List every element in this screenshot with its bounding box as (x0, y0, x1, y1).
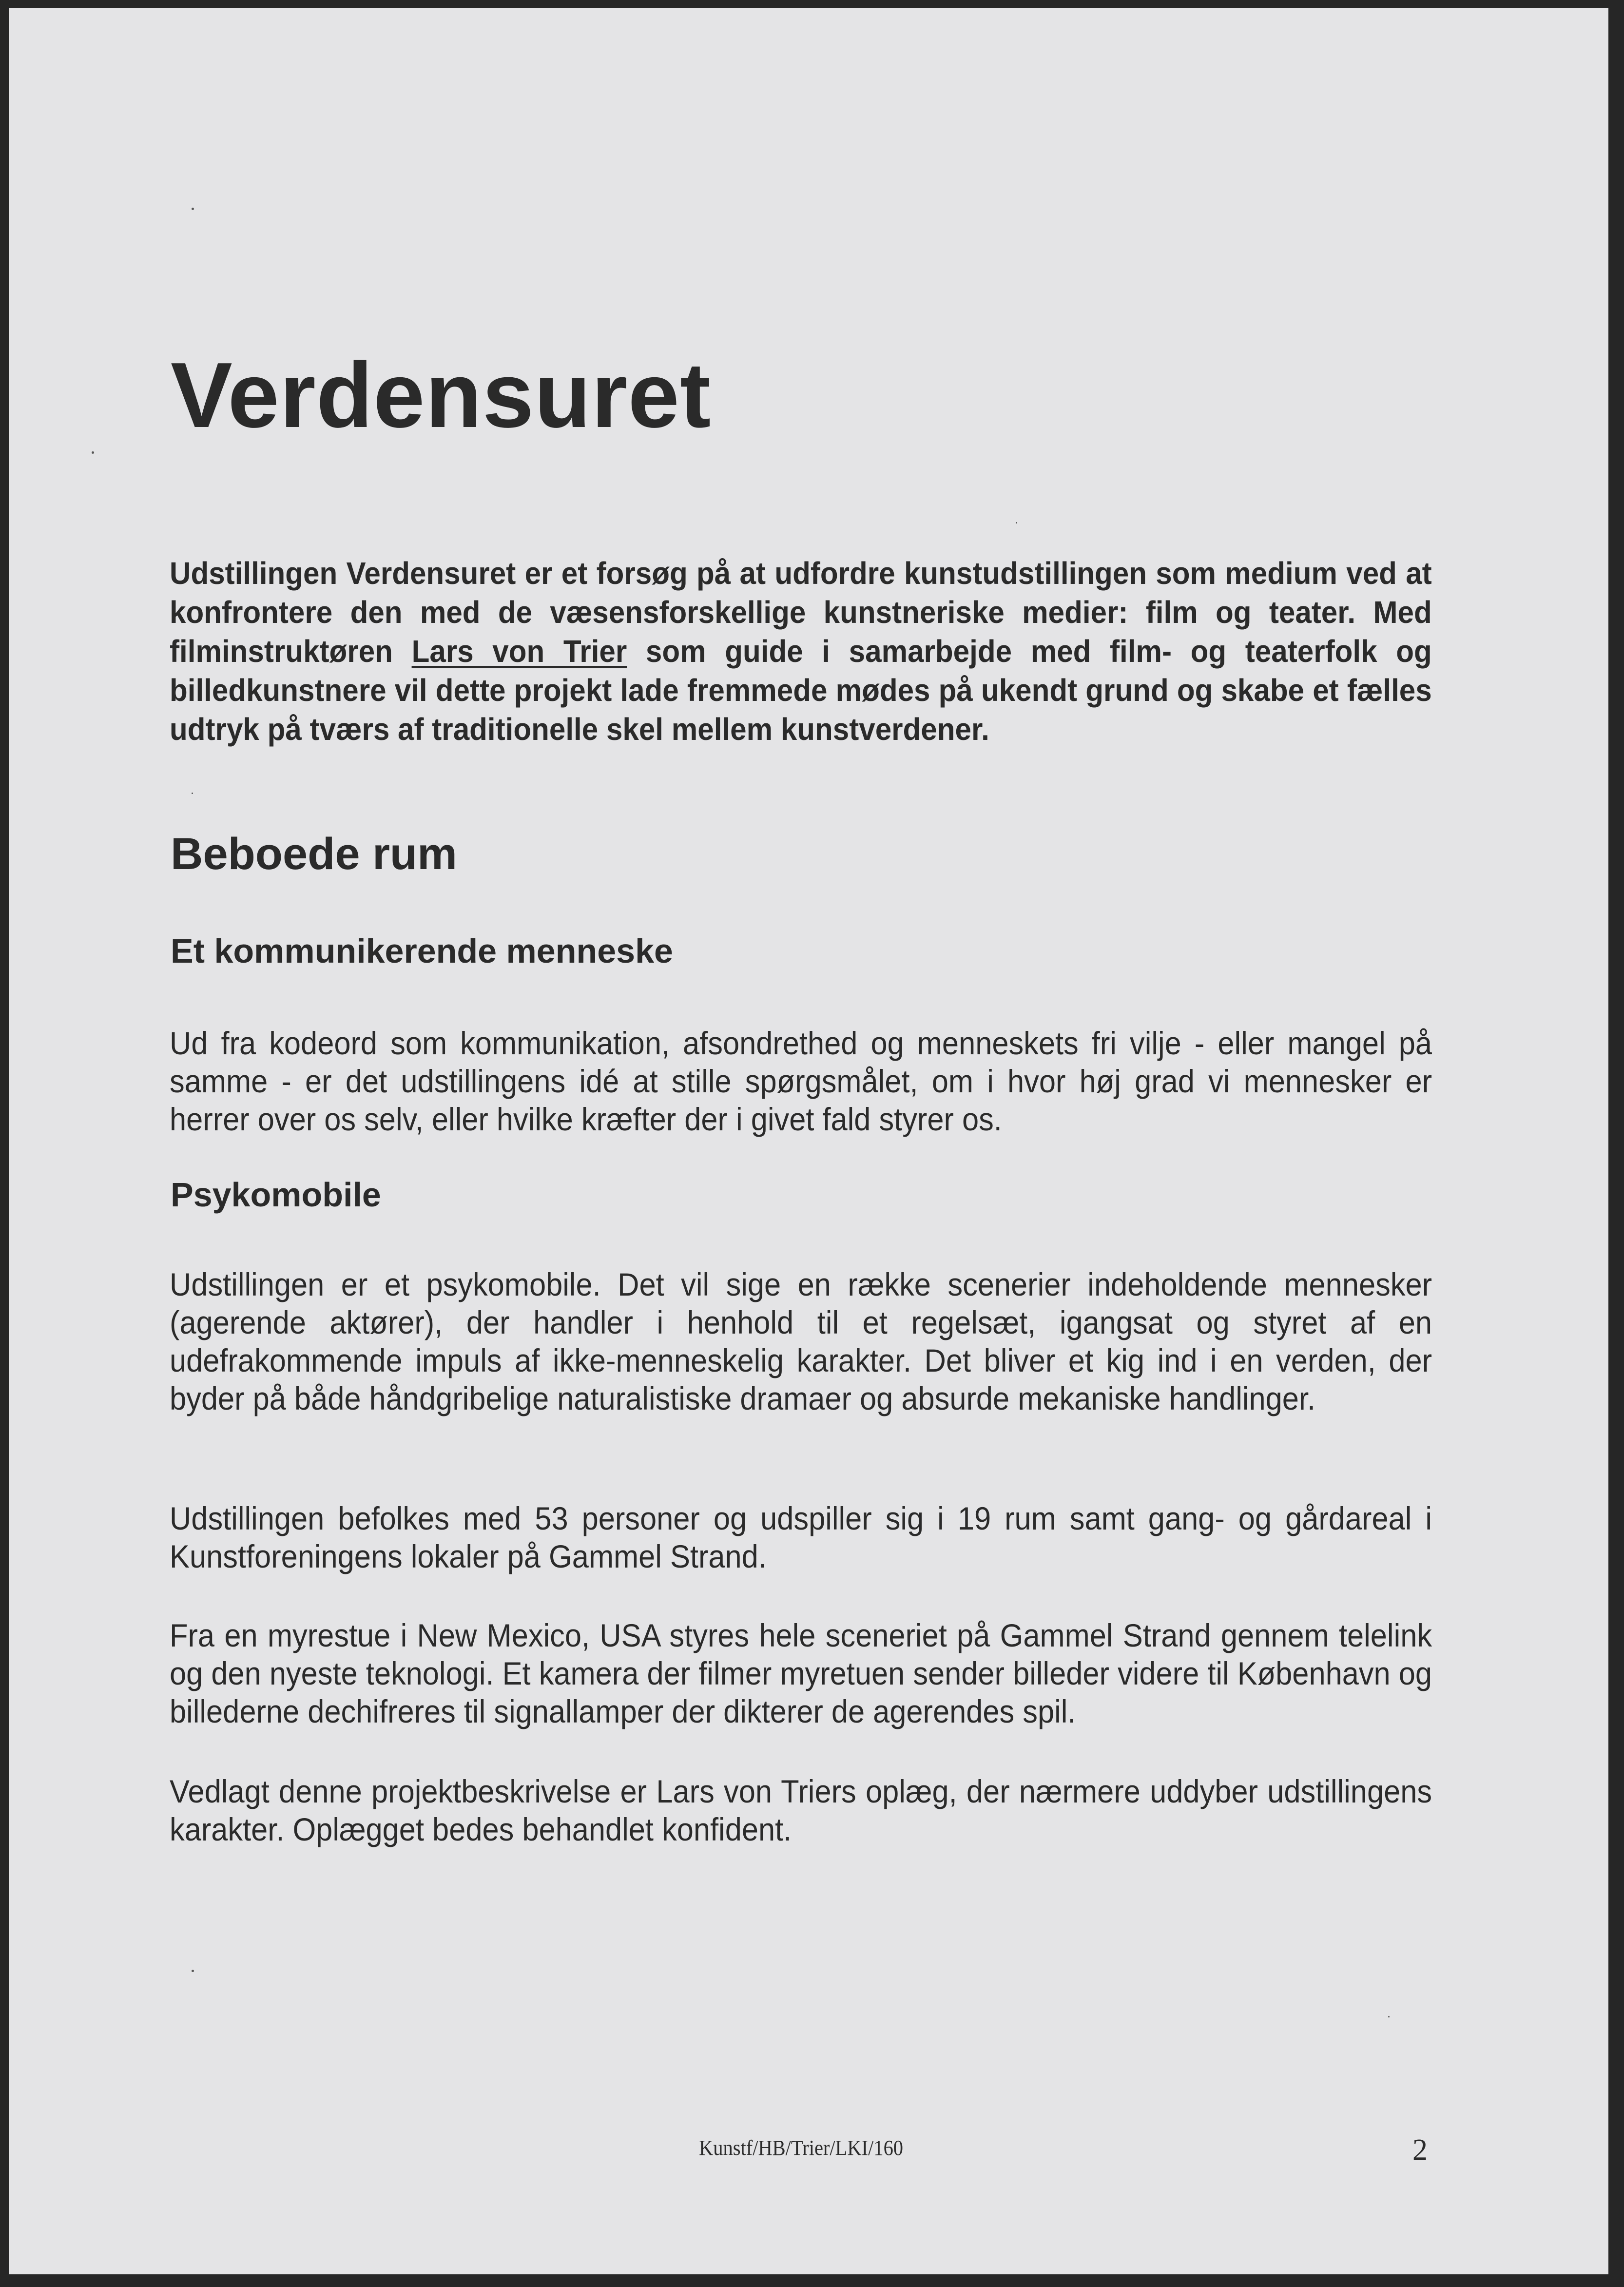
section-heading: Beboede rum (171, 829, 457, 879)
paragraph-psykomobile-3: Fra en myrestue i New Mexico, USA styres hele sceneriet på Gammel Strand gennem telelink og den nyeste teknologi. Et kamera der filmer myretuen sender billeder videre til København og billederne dechifreres til signallamper der dikterer de agerendes spil. (170, 1617, 1432, 1729)
intro-text-after-link: som guide i samarbejde med film- og teaterfolk og billedkunstnere vil dette projekt lade fremmede mødes på ukendt grund og skabe et fælles udtryk på tværs af traditionelle skel mellem kunstverdener. (170, 634, 1432, 747)
paper-speck (92, 451, 94, 454)
subsection-heading-psykomobile: Psykomobile (171, 1176, 381, 1214)
paragraph-psykomobile-2: Udstillingen befolkes med 53 personer og udspiller sig i 19 rum samt gang- og gårdareal i Kunstforeningens lokaler på Gammel Strand. (170, 1500, 1432, 1574)
paragraph-psykomobile-4: Vedlagt denne projektbeskrivelse er Lars von Triers oplæg, der nærmere uddyber udstillingens karakter. Oplægget bedes behandlet konfident. (170, 1773, 1432, 1847)
intro-text-before-link: Udstillingen Verdensuret er et forsøg på at udfordre kunstudstillingen som medium ved at konfrontere den med de væsensforskellige kunstneriske medier: film og teater. Med filminstruktøren (170, 556, 1432, 669)
subsection-heading-kommunikerende: Et kommunikerende menneske (171, 932, 673, 970)
document-page (9, 8, 1608, 2274)
paper-speck (192, 208, 194, 210)
intro-paragraph (170, 554, 1432, 749)
paper-speck (1388, 2016, 1390, 2017)
page-number: 2 (1412, 2133, 1428, 2167)
lars-von-trier-link[interactable]: Lars von Trier (411, 634, 627, 669)
paper-speck (1016, 522, 1017, 523)
paper-speck (192, 1970, 194, 1972)
archive-reference: Kunstf/HB/Trier/LKI/160 (699, 2136, 904, 2160)
paragraph-kommunikerende: Ud fra kodeord som kommunikation, afsondrethed og menneskets fri vilje - eller mangel på samme - er det udstillingens idé at stille spørgsmålet, om i hvor høj grad vi mennesker er herrer over os selv, eller hvilke kræfter der i givet fald styrer os. (170, 1025, 1432, 1137)
document-title: Verdensuret (171, 344, 712, 447)
paragraph-psykomobile-1: Udstillingen er et psykomobile. Det vil sige en række scenerier indeholdende mennesker (agerende aktører), der handler i henhold til et regelsæt, igangsat og styret af en udefrakommende impuls af ikke-menneskelig karakter. Det bliver et kig ind i en verden, der byder på både håndgribelige naturalistiske dramaer og absurde mekaniske handlinger. (170, 1266, 1432, 1416)
paper-speck (192, 793, 193, 794)
